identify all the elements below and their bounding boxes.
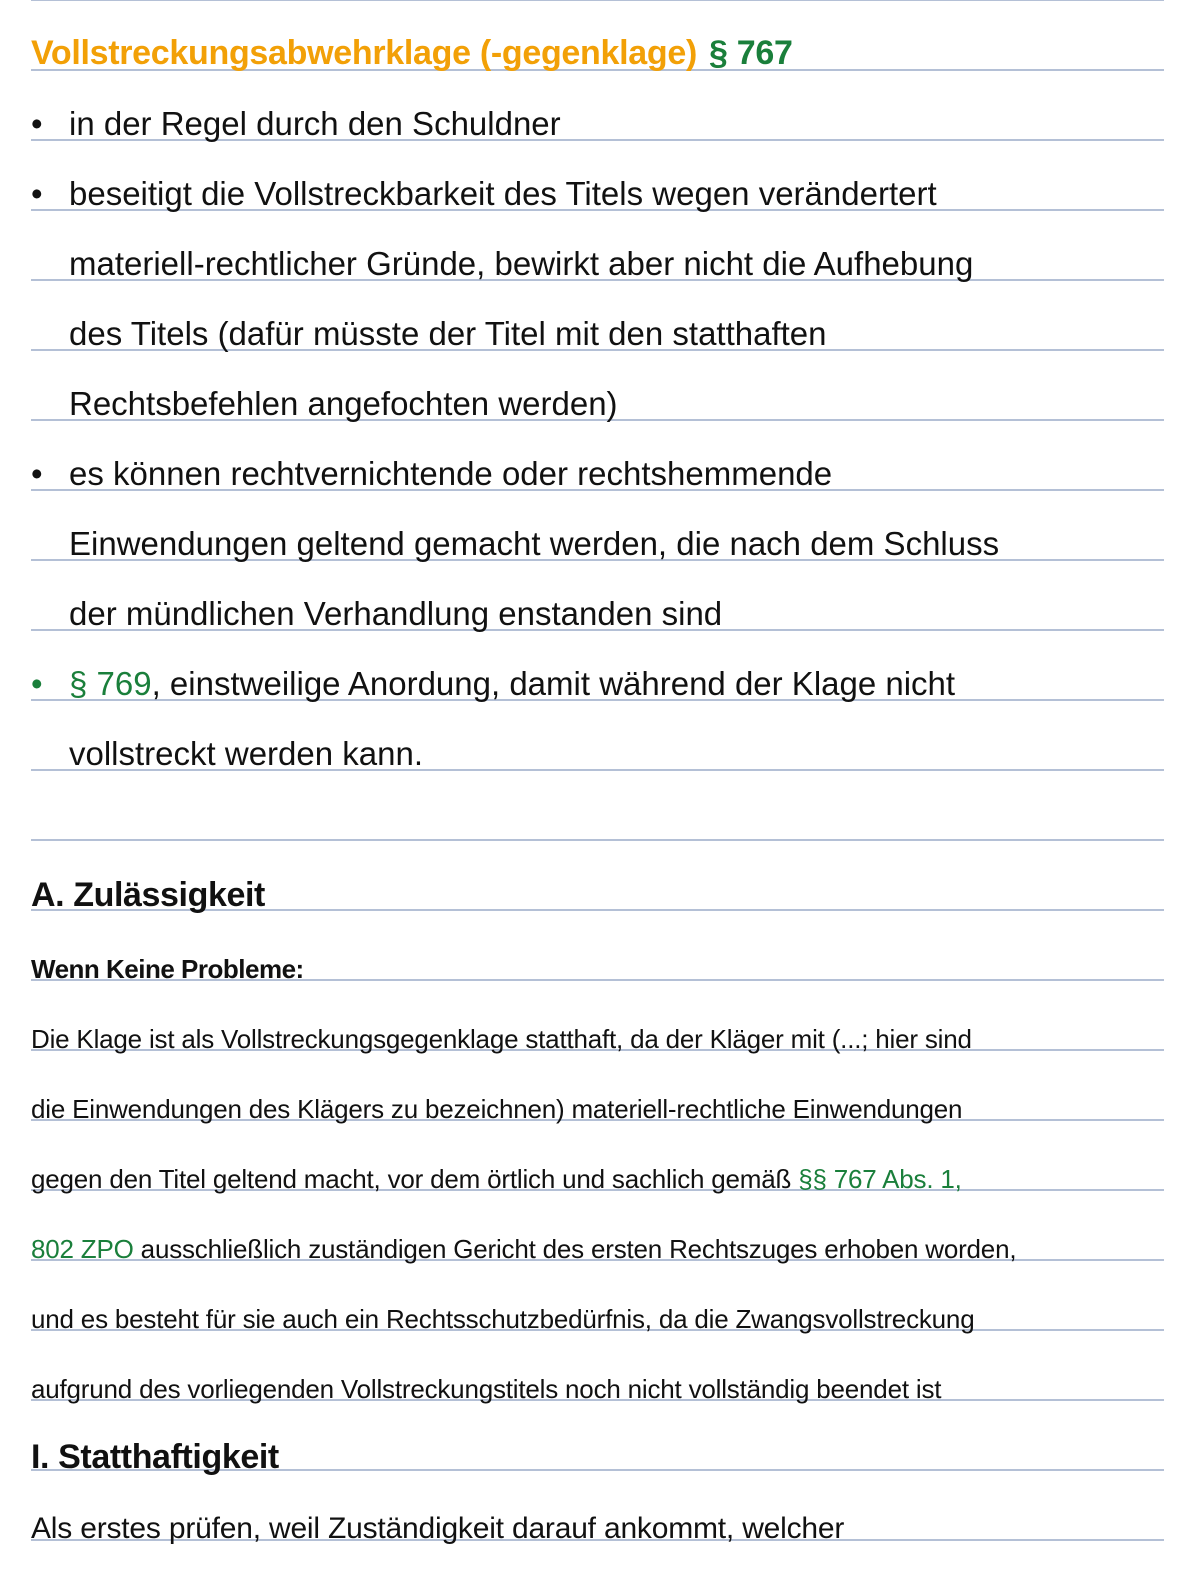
subheading: Wenn Keine Probleme:	[31, 954, 304, 984]
paragraph-line: und es besteht für sie auch ein Rechtsschutzbedürfnis, da die Zwangsvollstreckung	[31, 1304, 975, 1334]
paragraph-line: aufgrund des vorliegenden Vollstreckungstitels noch nicht vollständig beendet ist	[31, 1374, 942, 1404]
bullet-text	[69, 665, 955, 703]
bullet-text: beseitigt die Vollstreckbarkeit des Titels wegen verändertert	[69, 175, 937, 212]
paragraph-line	[31, 1164, 1166, 1195]
paragraph-reference: §§ 767 Abs. 1,	[798, 1164, 962, 1194]
bullet-text: materiell-rechtlicher Gründe, bewirkt aber nicht die Aufhebung	[69, 245, 974, 282]
bullet-text: vollstreckt werden kann.	[69, 735, 423, 772]
paragraph-line: die Einwendungen des Klägers zu bezeichnen) materiell-rechtliche Einwendungen	[31, 1094, 963, 1124]
paragraph-line: Die Klage ist als Vollstreckungsgegenklage statthaft, da der Kläger mit (...; hier sind	[31, 1024, 972, 1054]
bullet-text: in der Regel durch den Schuldner	[69, 105, 561, 142]
bullet-text-rest: , einstweilige Anordung, damit während der Klage nicht	[151, 665, 956, 702]
paragraph-line: Als erstes prüfen, weil Zuständigkeit darauf ankommt, welcher	[31, 1512, 845, 1545]
section-heading-a: A. Zulässigkeit	[31, 876, 265, 914]
title-paragraph-ref: § 767	[708, 34, 793, 72]
bullet-text: der mündlichen Verhandlung enstanden sind	[69, 595, 723, 632]
paragraph-reference: § 769	[69, 665, 152, 702]
paragraph-reference: 802 ZPO	[31, 1234, 134, 1264]
paragraph-line	[31, 1234, 1166, 1265]
bullet-dot: •	[31, 105, 43, 142]
bullet-dot: •	[31, 455, 43, 492]
bullet-text: Rechtsbefehlen angefochten werden)	[69, 385, 618, 422]
bullet-text: des Titels (dafür müsste der Titel mit den statthaften	[69, 315, 827, 352]
bullet-dot: •	[31, 175, 43, 212]
section-heading-i: I. Statthaftigkeit	[31, 1438, 279, 1476]
bullet-text: es können rechtvernichtende oder rechtshemmende	[69, 455, 833, 492]
bullet-dot: •	[31, 665, 43, 702]
paragraph-text: gegen den Titel geltend macht, vor dem örtlich und sachlich gemäß	[31, 1164, 799, 1194]
title-main: Vollstreckungsabwehrklage (-gegenklage)	[31, 34, 697, 72]
bullet-text: Einwendungen geltend gemacht werden, die nach dem Schluss	[69, 525, 1000, 562]
paragraph-text: ausschließlich zuständigen Gericht des ersten Rechtszuges erhoben worden,	[133, 1234, 1017, 1264]
page-title	[31, 34, 1166, 73]
